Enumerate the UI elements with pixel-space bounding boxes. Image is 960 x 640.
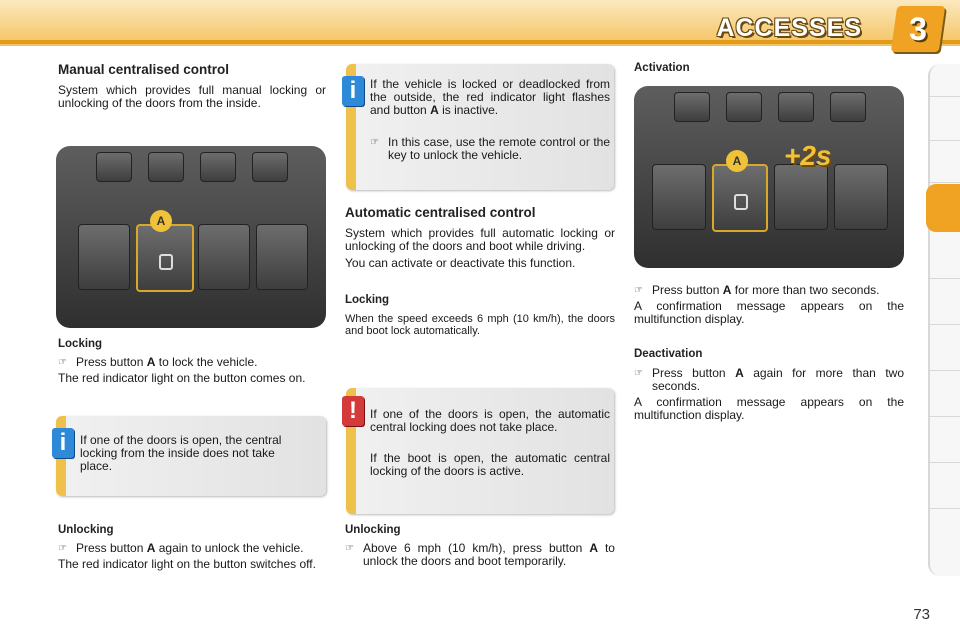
info-note-middle — [346, 64, 614, 190]
info-note-left — [56, 416, 326, 496]
button-key: A — [146, 355, 156, 369]
alarm-off-button-icon — [198, 224, 250, 290]
note-bullet-text: In this case, use the remote control or the key to unlock the vehicle. — [388, 135, 610, 162]
manual-control-intro: System which provides full manual locking or unlocking of the doors from the inside. — [58, 83, 326, 110]
button-key: A — [735, 366, 744, 380]
auto-unlocking-instruction — [345, 542, 615, 568]
button-key: A — [722, 283, 732, 297]
tab-divider — [930, 508, 960, 509]
warning-note-p1: If one of the doors is open, the automatic central locking does not take place. — [370, 407, 610, 434]
locking-result: The red indicator light on the button comes on. — [58, 371, 306, 385]
deactivation-instruction — [634, 367, 904, 393]
padlock-icon — [734, 194, 748, 210]
warning-note-middle — [346, 388, 614, 514]
bullet-pointer-icon: ☞ — [370, 137, 379, 148]
deactivation-result: A confirmation message appears on the multifunction display. — [634, 395, 904, 422]
left-column — [58, 62, 326, 110]
recirculation-button-icon — [200, 152, 236, 182]
activation-panel-photo — [634, 86, 904, 268]
deactivation-text-end: again for more than two seconds. — [652, 366, 904, 393]
auto-unlocking-section — [345, 524, 615, 568]
defrost-button-icon — [96, 152, 132, 182]
auto-unlocking-text-end: to unlock the doors and boot temporarily. — [363, 541, 615, 568]
chapter-number-badge — [891, 6, 945, 52]
locking-instruction-text: Press button — [76, 355, 144, 369]
chapter-title: ACCESSES — [716, 14, 862, 42]
chapter-tabs — [928, 64, 960, 576]
button-a-label: A — [150, 210, 172, 232]
auto-unlocking-text: Above 6 mph (10 km/h), press button — [363, 541, 583, 555]
tab-divider — [930, 278, 960, 279]
button-key: A — [430, 103, 439, 117]
note-text: If the vehicle is locked or deadlocked from the outside, the red indicator light flashes and button — [370, 77, 610, 117]
bullet-pointer-icon: ☞ — [58, 543, 67, 554]
left-locking-section — [58, 338, 326, 385]
tab-divider — [930, 96, 960, 97]
button-key: A — [146, 541, 156, 555]
child-safety-button-icon — [834, 164, 888, 230]
info-icon: i — [342, 76, 364, 106]
activation-text-end: for more than two seconds. — [734, 283, 880, 297]
unlocking-instruction-text-end: again to unlock the vehicle. — [158, 541, 304, 555]
manual-control-heading: Manual centralised control — [58, 62, 230, 77]
bullet-pointer-icon: ☞ — [345, 543, 354, 554]
auto-unlocking-heading: Unlocking — [345, 524, 401, 536]
deactivation-text: Press button — [652, 366, 726, 380]
chapter-number: 3 — [909, 11, 927, 47]
info-icon: i — [52, 428, 74, 458]
tab-divider — [930, 416, 960, 417]
alarm-off-button-icon — [774, 164, 828, 230]
padlock-icon — [159, 254, 173, 270]
activation-heading: Activation — [634, 62, 690, 74]
tab-divider — [930, 462, 960, 463]
automatic-control-section — [345, 205, 615, 337]
deactivation-heading: Deactivation — [634, 348, 703, 360]
activation-instruction — [634, 284, 904, 297]
activation-result: A confirmation message appears on the multifunction display. — [634, 299, 904, 326]
activation-section — [634, 284, 904, 422]
automatic-control-intro: System which provides full automatic locking or unlocking of the doors and boot while driving. — [345, 226, 615, 253]
control-panel-photo — [56, 146, 326, 328]
note-text-end: is inactive. — [442, 103, 499, 117]
rear-demist-button-icon — [830, 92, 866, 122]
child-safety-button-icon — [256, 224, 308, 290]
info-note-left-text: If one of the doors is open, the central locking from the inside does not take place. — [80, 433, 282, 473]
info-note-middle-text — [370, 78, 610, 117]
tab-divider — [930, 324, 960, 325]
tab-divider — [930, 182, 960, 183]
automatic-control-heading: Automatic centralised control — [345, 205, 536, 220]
auto-locking-text: When the speed exceeds 6 mph (10 km/h), the doors and boot lock automatically. — [345, 313, 615, 337]
info-note-middle-bullet — [370, 136, 610, 162]
bullet-pointer-icon: ☞ — [634, 285, 643, 296]
automatic-control-intro2: You can activate or deactivate this function. — [345, 256, 576, 270]
warning-note-p2: If the boot is open, the automatic central locking of the doors is active. — [370, 451, 610, 478]
chapter-tab-active[interactable] — [926, 184, 960, 232]
auto-locking-heading: Locking — [345, 294, 390, 306]
button-key: A — [589, 541, 598, 555]
esp-off-button-icon — [78, 224, 130, 290]
locking-heading: Locking — [58, 338, 103, 350]
warning-icon: ! — [342, 396, 364, 426]
unlocking-result: The red indicator light on the button switches off. — [58, 557, 316, 571]
bullet-pointer-icon: ☞ — [634, 368, 643, 379]
recirculation-button-icon — [778, 92, 814, 122]
bullet-pointer-icon: ☞ — [58, 357, 67, 368]
page-number: 73 — [913, 606, 930, 623]
rear-demist-button-icon — [252, 152, 288, 182]
defrost-button-icon — [674, 92, 710, 122]
tab-divider — [930, 370, 960, 371]
esp-off-button-icon — [652, 164, 706, 230]
lock-button-icon — [712, 164, 768, 232]
tab-divider — [930, 140, 960, 141]
hold-two-seconds-badge: +2s — [784, 140, 832, 171]
locking-instruction-text-end: to lock the vehicle. — [158, 355, 258, 369]
unlocking-instruction — [58, 542, 326, 555]
lock-button-icon — [136, 224, 194, 292]
unlocking-instruction-text: Press button — [76, 541, 144, 555]
left-unlocking-section — [58, 524, 326, 571]
air-recirculation-button-icon — [148, 152, 184, 182]
activation-heading-wrap — [634, 62, 904, 74]
unlocking-heading: Unlocking — [58, 524, 114, 536]
activation-text: Press button — [652, 283, 720, 297]
air-recirculation-button-icon — [726, 92, 762, 122]
button-a-label: A — [726, 150, 748, 172]
locking-instruction — [58, 356, 326, 369]
